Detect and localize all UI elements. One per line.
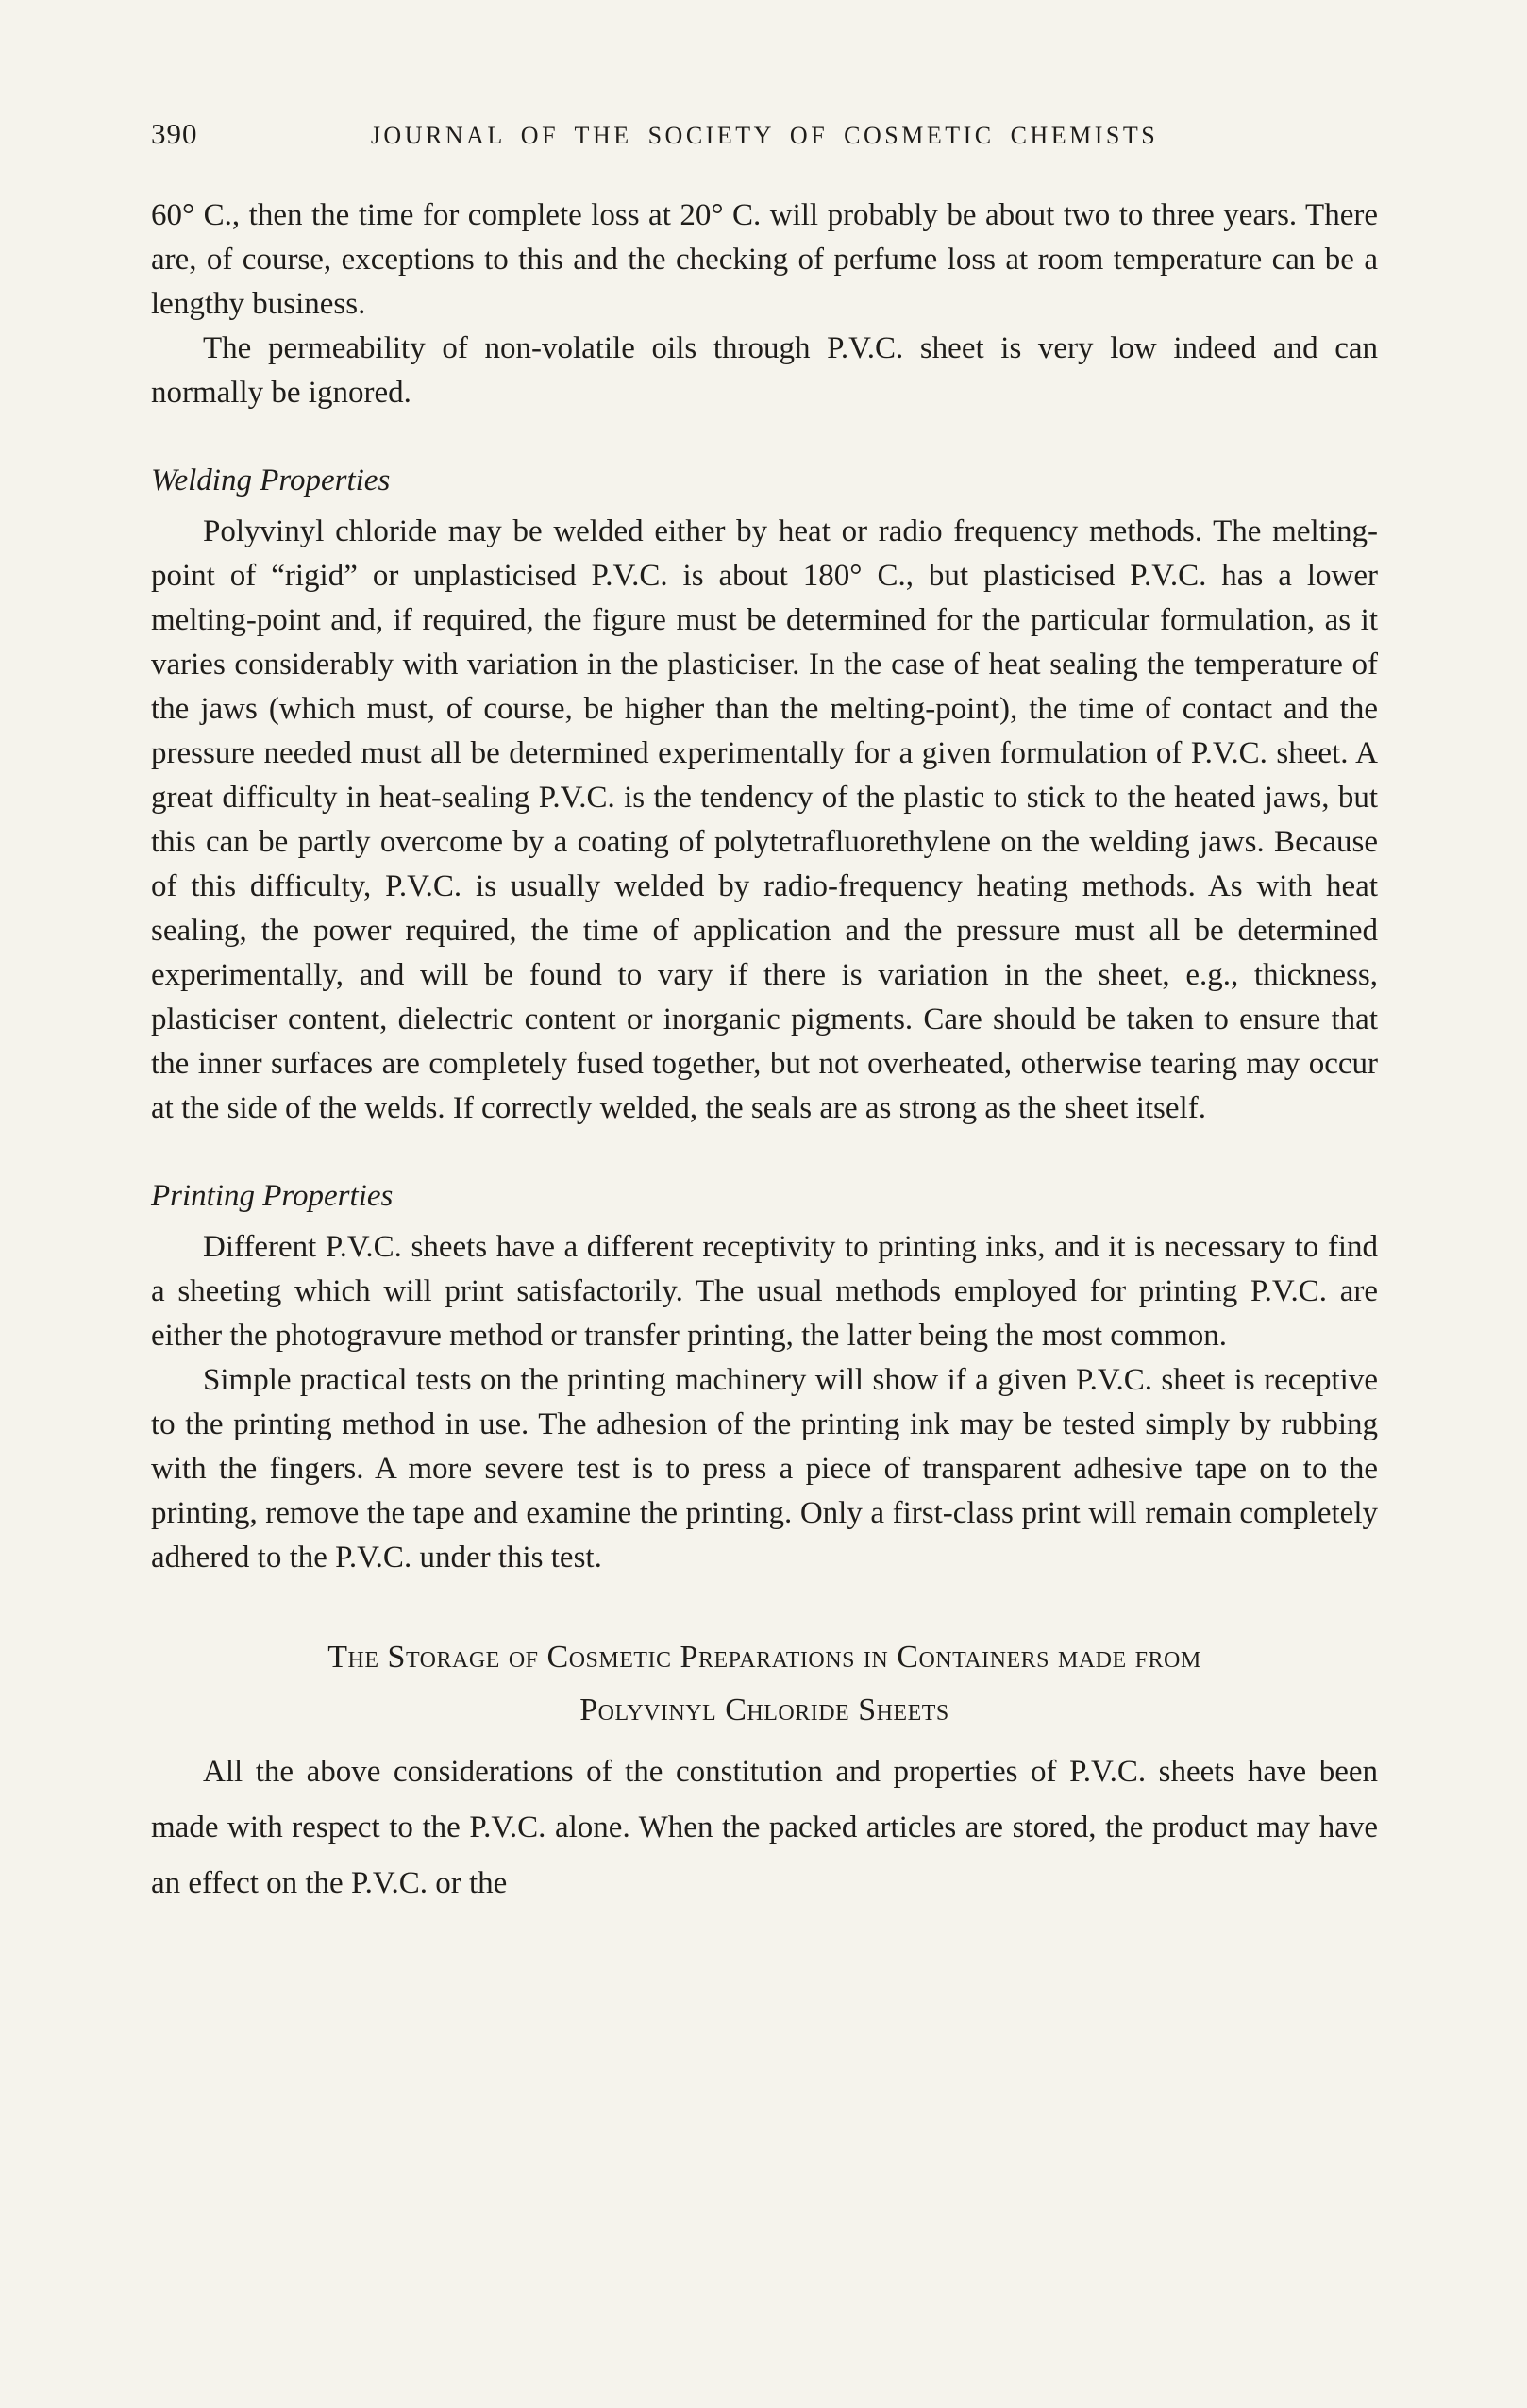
printing-properties-heading: Printing Properties: [151, 1179, 394, 1213]
storage-section-heading: [151, 1631, 1378, 1737]
running-head: [151, 111, 1378, 158]
paragraph-printing-1: Different P.V.C. sheets have a different receptivity to printing inks, and it is necessary to find a sheeting which will print satisfactorily. The usual methods employed for printing P.V.C. are either the photogravure method or transfer printing, the latter being the most common.: [151, 1230, 1378, 1353]
page-number: 390: [151, 117, 198, 150]
page-body: [151, 194, 1378, 1911]
paragraph-welding: Polyvinyl chloride may be welded either by heat or radio frequency methods. The melting-point of “rigid” or unplasticised P.V.C. is about 180° C., but plasticised P.V.C. has a lower melting-point and, if required, the figure must be determined for the particular formulation, as it varies considerably with variation in the plasticiser. In the case of heat sealing the temperature of the jaws (which must, of course, be higher than the melting-point), the time of contact and the pressure needed must all be determined experimentally for a given formulation of P.V.C. sheet. A great difficulty in heat-sealing P.V.C. is the tendency of the plastic to stick to the heated jaws, but this can be partly overcome by a coating of polytetrafluorethylene on the welding jaws. Because of this difficulty, P.V.C. is usually welded by radio-frequency heating methods. As with heat sealing, the power required, the time of application and the pressure must all be determined experimentally, and will be found to vary if there is variation in the sheet, e.g., thickness, plasticiser content, dielectric content or inorganic pigments. Care should be taken to ensure that the inner surfaces are completely fused together, but not overheated, otherwise tearing may occur at the side of the welds. If correctly welded, the seals are as strong as the sheet itself.: [151, 514, 1378, 1125]
paragraph-perfume-loss: 60° C., then the time for complete loss at 20° C. will probably be about two to three years. There are, of course, exceptions to this and the checking of perfume loss at room temperature can be a lengthy business.: [151, 198, 1378, 321]
storage-heading-line-2: Polyvinyl Chloride Sheets: [579, 1692, 949, 1727]
paragraph-permeability: The permeability of non-volatile oils through P.V.C. sheet is very low indeed and can normally be ignored.: [151, 331, 1378, 410]
journal-title: JOURNAL OF THE SOCIETY OF COSMETIC CHEMISTS: [370, 122, 1159, 149]
paragraph-storage: All the above considerations of the constitution and properties of P.V.C. sheets have been made with respect to the P.V.C. alone. When the packed articles are stored, the product may have an effect on the P.V.C. or the: [151, 1755, 1378, 1900]
welding-properties-heading: Welding Properties: [151, 463, 391, 497]
paragraph-printing-2: Simple practical tests on the printing machinery will show if a given P.V.C. sheet is receptive to the printing method in use. The adhesion of the printing ink may be tested simply by rubbing with the fingers. A more severe test is to press a piece of transparent adhesive tape on to the printing, remove the tape and examine the printing. Only a first-class print will remain completely adhered to the P.V.C. under this test.: [151, 1363, 1378, 1574]
storage-heading-line-1: The Storage of Cosmetic Preparations in Containers made from: [327, 1640, 1201, 1675]
